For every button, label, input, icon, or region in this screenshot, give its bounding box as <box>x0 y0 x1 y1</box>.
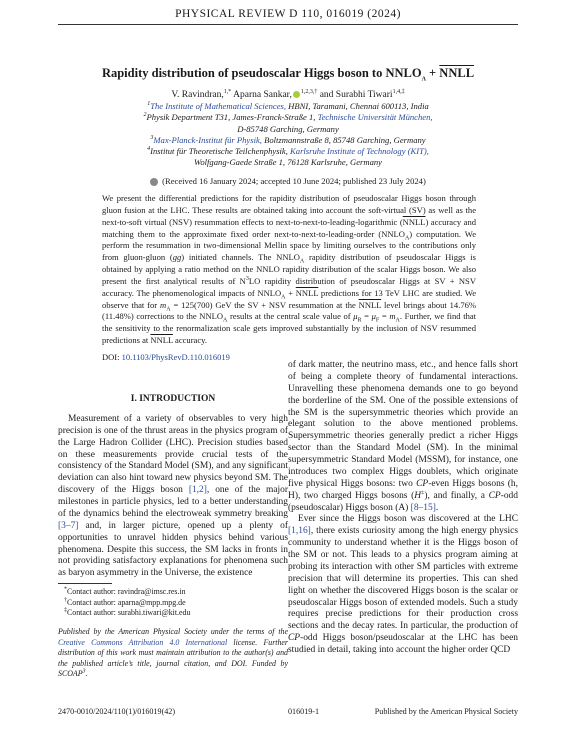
affiliation-num: 4 <box>147 146 151 153</box>
footnote-text: Contact author: aparna@mpp.mpg.de <box>67 597 186 607</box>
author-1[interactable]: V. Ravindran, <box>171 90 224 100</box>
abstract-nnll: NNLL <box>402 216 426 227</box>
cp-italic: CP <box>288 633 301 644</box>
doi-label: DOI: <box>102 352 122 362</box>
footnote-mark: † <box>64 596 67 603</box>
abstract-text: predictions for 13 TeV LHC are studied. We observe that for <box>102 287 476 310</box>
footnote-text: Contact author: ravindra@imsc.res.in <box>67 587 186 596</box>
affiliation-link[interactable]: Max-Planck-Institut für Physik, <box>153 134 262 145</box>
paper-title: Rapidity distribution of pseudoscalar Higgs boson to $NNLO_A$ + NNLL <box>101 66 475 83</box>
cp-italic: CP <box>416 478 429 489</box>
abstract-text: ) computation. We perform the resummation in two-dimensional Mellin space by limiting ourselves to the contributions only from gluon-gluon ( <box>102 228 476 263</box>
affiliation-2-cont: D-85748 Garching, Germany <box>237 123 339 134</box>
doi-line <box>102 352 230 362</box>
author-3[interactable]: and Surabhi Tiwari <box>319 90 393 100</box>
affiliation-4 <box>40 146 536 157</box>
abstract-text: . Further, we find that the sensitivity to the renormalization scale gets improved substantially by the inclusion of NSV resummed predictions at <box>102 311 477 346</box>
affiliation-num: 3 <box>150 135 154 142</box>
abstract-text: ) accuracy and matching them to the approximate fixed order next-to-next-to-leading-order (NNLO <box>102 216 476 239</box>
footnote <box>58 608 288 619</box>
abstract-text: = 125(700) GeV the SV + NSV resummation at the <box>170 299 359 310</box>
affiliation-link[interactable]: Karlsruhe Institute of Technology (KIT), <box>290 146 429 157</box>
footnote-mark: ‡ <box>64 607 67 614</box>
paragraph-text: -odd Higgs boson/pseudoscalar at the LHC has been studied in detail, taking into account the higher order QCD <box>288 633 518 655</box>
section-heading: I. INTRODUCTION <box>130 394 216 404</box>
paragraph-text: of dark matter, the neutrino mass, etc., and hence falls short of being a complete theory of fundamental interactions. Unravelling these phenomena demands one to go beyond the borderline of the SM. One of the possible extensions of the SM is the supersymmetric theories which provide an elegant solution to the above mentioned problems. Supersymmetric theories generally predict a richer Higgs sector than the Standard Model (SM). In the minimal supersymmetric Standard Model (MSSM), for instance, one introduces two complex Higgs doublets, which originate five physical Higgs bosons: two <box>288 360 518 489</box>
abstract-sub: A <box>281 294 286 301</box>
paragraph-text: , there exists curiosity among the high energy physics community to understand whether it is the Higgs boson of the SM or not. This leads to a physics program aiming at probing its interaction with other SM particles with extreme precision that will determine its properties. This can shed light on whether the discovered Higgs boson is the scalar or pseudoscalar Higgs boson of extended models. Such a study requires precise predictions for their production cross sections and the decay rates. In particular, the production of <box>288 526 518 632</box>
affiliation-link[interactable]: The Institute of Mathematical Sciences, <box>150 101 287 111</box>
paragraph-text: ), and finally, a <box>424 490 489 501</box>
license-text: license. Further distribution of this work must maintain attribution to the author(s) and the published article’s title, journal citation, and DOI. Funded by SCOAP <box>58 637 288 679</box>
affiliation-text: Physik Department T31, James-Franck-Straße 1, <box>146 112 318 123</box>
author-3-marks: 1,4,‡ <box>392 88 405 95</box>
paragraph-text: Measurement of a variety of observables to very high precision is one of the thrust areas in the physics program of the Large Hadron Collider (LHC). Precision studies based on these measurements provide crucial tests of the consistency of the Standard Model (SM), and any significant deviation can also hint toward new physics beyond SM. The discovery of the Higgs boson <box>58 413 288 496</box>
affiliation-text: Boltzmannstraße 8, 85748 Garching, Germany <box>261 134 426 145</box>
abstract-sub: A <box>404 235 410 242</box>
title-main: Rapidity distribution of pseudoscalar Higgs boson to NNLO <box>101 66 422 80</box>
cp-italic: CP <box>488 490 501 501</box>
affiliation-num: 2 <box>143 112 147 119</box>
license-text: Published by the American Physical Society under the terms of the <box>58 627 288 636</box>
abstract-nnll: NNLL <box>295 287 319 298</box>
affiliation-3 <box>40 135 536 146</box>
affiliation-1 <box>40 101 536 112</box>
header-rule <box>58 24 518 25</box>
footer-right: Published by the American Physical Society <box>374 707 518 716</box>
paragraph <box>288 514 518 657</box>
abstract-text: results at the central scale value of <box>227 311 354 322</box>
paragraph-text: -even Higgs bosons (h, H), two charged Higgs bosons ( <box>288 478 519 501</box>
license-text: . <box>85 669 88 679</box>
footnote <box>58 587 288 598</box>
affiliation-link[interactable]: Technische Universität München, <box>317 112 433 123</box>
doi-link[interactable]: 10.1103/PhysRevD.110.016019 <box>121 352 230 362</box>
citation-link[interactable]: [1,16] <box>288 526 311 537</box>
abstract-sub: A <box>299 258 305 265</box>
received-text: (Received 16 January 2024; accepted 10 June 2024; published 23 July 2024) <box>162 176 426 186</box>
abstract: We present the differential predictions for the rapidity distribution of pseudoscalar Higgs boson through gluon fusion at the LHC. These results are obtained taking into account the soft-virtual (SV) as well as the next-to-soft virtual (NSV) resummation effects to next-to-next-to-leading-logarithmic (NNLL) accuracy and matching them to the approximate fixed order next-to-next-to-leading-order $(NNLO_A)$ computation. We perform the resummation in two-dimensional Mellin space by limiting ourselves to the contributions only from gluon-gluon (gg) initiated channels. The $NNLO_A$ rapidity distribution of pseudoscalar Higgs is obtained by applying a ratio method on the NNLO rapidity distribution of the scalar Higgs boson. We also present the first analytical results of $N^3LO$ rapidity distribution of pseudoscalar Higgs at SV + NSV accuracy. The phenomenological impacts of $NNLO_A$ + NNLL predictions for 13 TeV LHC are studied. We observe that for $m_A = 125(700)$ GeV the SV + NSV resummation at the NNLL level brings about 14.76% (11.48%) corrections to the $NNLO_A$ results at the central scale value of $\mu_R = \mu_F = m_A$. Further, we find that the sensitivity to the renormalization scale gets improved substantially by the inclusion of NSV resummed predictions at NNLL accuracy. <box>102 193 477 346</box>
footnote <box>58 598 288 609</box>
footnote-rule <box>58 583 112 584</box>
footnote-mark: * <box>64 586 67 593</box>
citation-link[interactable]: [3–7] <box>58 520 79 531</box>
abstract-gg: gg <box>172 252 182 263</box>
affiliation-text: HBNI, Taramani, Chennai 600113, India <box>286 101 429 111</box>
title-sub: A <box>421 76 426 83</box>
author-2-marks: 1,2,3,† <box>300 88 318 95</box>
page-number: 016019-1 <box>288 707 320 716</box>
title-tail: NNLL <box>439 66 475 80</box>
paragraph <box>58 414 288 580</box>
footnotes <box>58 587 288 619</box>
citation-link[interactable]: [1,2] <box>188 485 207 496</box>
paragraph-text: , one of the major milestones in particle physics, led to a better understanding of the dynamics behind the electroweak symmetry breaking <box>58 485 288 519</box>
abstract-text: level brings about 14.76% (11.48%) corrections to the NNLO <box>102 299 476 322</box>
check-for-updates-icon[interactable] <box>150 178 158 186</box>
footer-left: 2470-0010/2024/110(1)/016019(42) <box>58 707 176 716</box>
abstract-text: accuracy. <box>172 335 207 346</box>
paragraph-text: . <box>435 502 439 513</box>
paragraph-text: and, in larger picture, opened up a plenty of opportunities to unravel hidden physics behind various phenomena. Despite this success, the SM lacks in fronts in not providing satisfactory explanations for phenomena such as baryon asymmetry in the Universe, the existence <box>58 520 288 579</box>
received-dates <box>40 176 536 186</box>
license-sup: 3 <box>82 668 86 675</box>
affiliation-text: Institut für Theoretische Teilchenphysik, <box>150 146 291 157</box>
paragraph-text: Ever since the Higgs boson was discovered at the LHC <box>298 514 518 525</box>
affiliation-2 <box>40 112 536 123</box>
abstract-text: ) initiated channels. The NNLO <box>181 252 300 263</box>
abstract-text: We present the differential predictions for the rapidity distribution of pseudoscalar Higgs boson through gluon fusion at the LHC. These results are obtained taking into account the soft-virtual (SV) as well as the next-to-soft virtual (NSV) resummation effects to next-to-next-to-leading-logarithmic ( <box>102 193 476 227</box>
license-link[interactable]: Creative Commons Attribution 4.0 International <box>58 637 228 647</box>
left-column <box>58 394 288 580</box>
author-2[interactable]: Aparna Sankar, <box>233 90 292 100</box>
footnote-text: Contact author: surabhi.tiwari@kit.edu <box>67 608 191 617</box>
affiliation-num: 1 <box>147 101 151 108</box>
abstract-sub: A <box>223 318 228 325</box>
right-column <box>288 360 518 657</box>
author-1-marks: 1,* <box>223 88 232 95</box>
author-list <box>40 90 536 100</box>
license-note <box>58 627 288 680</box>
paragraph-text: -odd (pseudoscalar) Higgs boson (A) <box>288 490 518 513</box>
affiliations <box>40 101 536 169</box>
paragraph: of dark matter, the neutrino mass, etc., and hence falls short of being a complete theory of fundamental interactions. Unravelling these phenomena demands one to go beyond the borderline of the SM. One of the possible extensions of the SM is the supersymmetric theories which provide an elegant solution to the above mentioned problems. Supersymmetric theories generally predict a richer Higgs sector than the Standard Model (SM). In the minimal supersymmetric Standard Model (MSSM), for instance, one introduces two complex Higgs doublets, which originate five physical Higgs bosons: two CP-even Higgs bosons (h, H), two charged Higgs bosons (H±), and finally, a CP-odd (pseudoscalar) Higgs boson (A) [8–15]. <box>288 360 519 513</box>
abstract-nnll: NNLL <box>358 299 382 310</box>
abstract-text: LO rapidity distribution of pseudoscalar Higgs at SV + NSV accuracy. The phenomenological impacts of NNLO <box>102 275 476 298</box>
affiliation-4-cont: Wolfgang-Gaede Straße 1, 76128 Karlsruhe, Germany <box>193 157 382 168</box>
citation-link[interactable]: [8–15] <box>410 502 436 513</box>
abstract-text: rapidity distribution of pseudoscalar Higgs is obtained by applying a ratio method on the NNLO rapidity distribution of the scalar Higgs boson. We also present the first analytical results of N <box>102 252 476 286</box>
journal-header: PHYSICAL REVIEW D 110, 016019 (2024) <box>175 8 401 20</box>
abstract-nnll: NNLL <box>150 335 173 346</box>
orcid-icon[interactable] <box>293 91 300 98</box>
